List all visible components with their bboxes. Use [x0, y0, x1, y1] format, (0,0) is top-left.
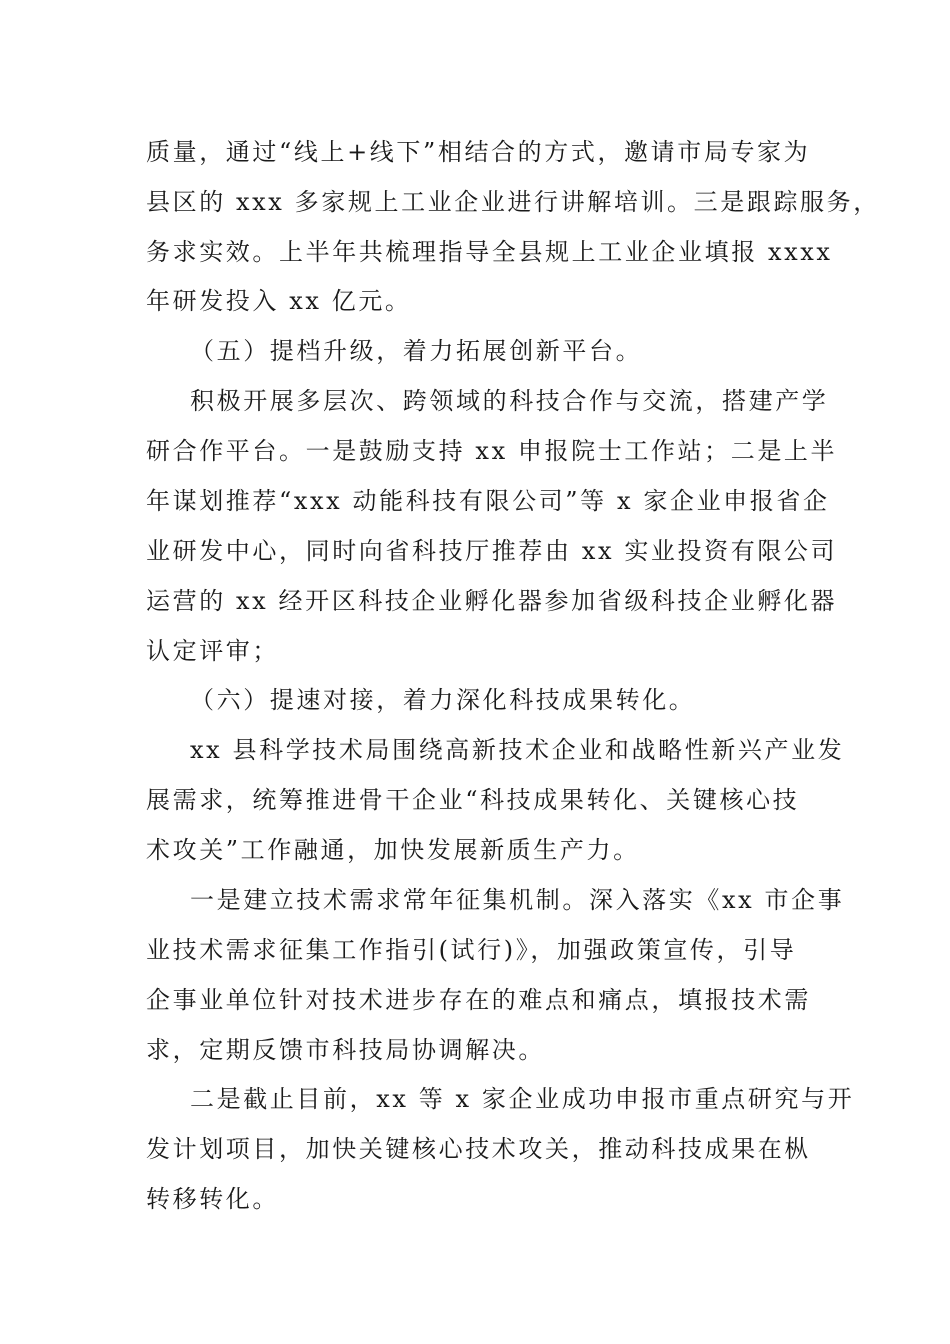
text-line: 运营的 xx 经开区科技企业孵化器参加省级科技企业孵化器: [146, 587, 838, 615]
section-heading: （五）提档升级，着力拓展创新平台。: [190, 337, 643, 365]
text-line: xx 县科学技术局围绕高新技术企业和战略性新兴产业发: [190, 736, 845, 764]
text-line: 求，定期反馈市科技局协调解决。: [146, 1036, 545, 1064]
text-line: 年研发投入 xx 亿元。: [146, 287, 412, 315]
text-line: 发计划项目，加快关键核心技术攻关，推动科技成果在枞: [146, 1135, 811, 1163]
text-line: 县区的 xxx 多家规上工业企业进行讲解培训。三是跟踪服务，: [146, 188, 880, 216]
text-line: 一是建立技术需求常年征集机制。深入落实《xx 市企事: [190, 886, 845, 914]
text-line: 年谋划推荐“xxx 动能科技有限公司”等 x 家企业申报省企: [146, 487, 830, 515]
text-line: 务求实效。上半年共梳理指导全县规上工业企业填报 xxxx: [146, 238, 833, 266]
text-line: 认定评审；: [146, 637, 279, 665]
text-line: 业研发中心，同时向省科技厅推荐由 xx 实业投资有限公司: [146, 537, 838, 565]
text-line: 积极开展多层次、跨领域的科技合作与交流，搭建产学: [190, 387, 829, 415]
text-line: 展需求，统筹推进骨干企业“科技成果转化、关键核心技: [146, 786, 800, 814]
text-line: 二是截止目前，xx 等 x 家企业成功申报市重点研究与开: [190, 1085, 855, 1113]
text-line: 研合作平台。一是鼓励支持 xx 申报院士工作站；二是上半: [146, 437, 838, 465]
text-line: 转移转化。: [146, 1185, 279, 1213]
section-heading: （六）提速对接，着力深化科技成果转化。: [190, 686, 696, 714]
text-line: 企事业单位针对技术进步存在的难点和痛点，填报技术需: [146, 986, 811, 1014]
text-line: 术攻关”工作融通，加快发展新质生产力。: [146, 836, 640, 864]
text-line: 质量，通过“线上+线下”相结合的方式，邀请市局专家为: [146, 138, 811, 166]
text-line: 业技术需求征集工作指引(试行)》，加强政策宣传，引导: [146, 936, 797, 964]
